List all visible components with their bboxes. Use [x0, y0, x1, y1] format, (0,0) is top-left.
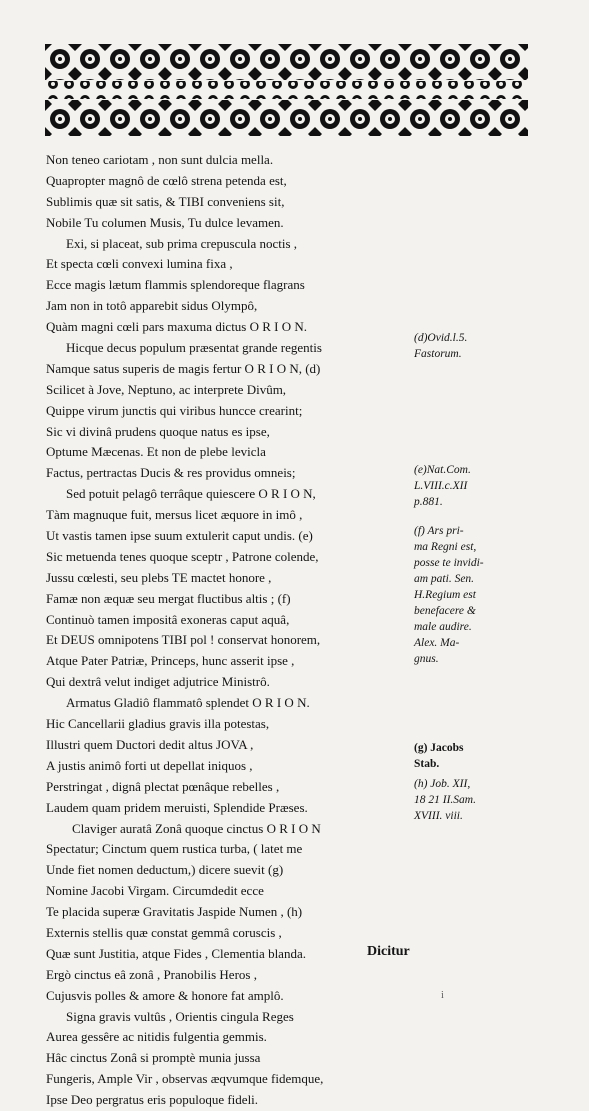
poem-line: Nobile Tu columen Musis, Tu dulce levamen.	[46, 214, 284, 230]
side-note-line: Fastorum.	[414, 348, 462, 360]
poem-line: Optume Mæcenas. Et non de plebe levicla	[46, 444, 266, 460]
side-note-line: (f) Ars pri-	[414, 525, 464, 537]
poem-line: Sublimis quæ sit satis, & TIBI conveniens sit,	[46, 193, 285, 209]
poem-line: Quæ sunt Justitia, atque Fides , Clementia blanda.	[46, 945, 306, 961]
poem-line: Spectatur; Cinctum quem rustica turba, ( latet me	[46, 841, 303, 857]
side-note-line: ma Regni est,	[414, 541, 477, 553]
poem-line: Atque Pater Patriæ, Princeps, hunc asserit ipse ,	[46, 653, 295, 669]
poem-line: Continuò tamen impositâ exoneras caput aquâ,	[46, 611, 290, 627]
poem-line: Ecce magis lætum flammis splendoreque flagrans	[46, 277, 305, 293]
poem-line: Unde fiet nomen deductum,) dicere suevit (g)	[46, 862, 284, 878]
poem-line: Ut vastis tamen ipse suum extulerit caput undis. (e)	[46, 528, 313, 544]
poem-line: Armatus Gladiô flammatô splendet O R I O N.	[66, 695, 310, 711]
side-note-line: p.881.	[414, 496, 443, 508]
poem-line: Ergò cinctus eâ zonâ , Pranobilis Heros ,	[46, 966, 257, 982]
poem-line: Aurea gessêre ac nitidis fulgentia gemmis.	[46, 1029, 267, 1045]
side-note-line: XVIII. viii.	[414, 810, 463, 822]
poem-line: Perstringat , dignâ plectat pœnâque rebelles ,	[46, 778, 280, 794]
poem-line: Jussu cœlesti, seu plebs TE mactet honore ,	[46, 569, 272, 585]
side-note-f	[414, 523, 484, 667]
side-note-line: (d)Ovid.l.5.	[414, 332, 468, 344]
poem-line: Te placida superæ Gravitatis Jaspide Numen , (h)	[46, 904, 303, 920]
side-note-line: (g) Jacobs	[414, 742, 464, 754]
poem-line: Illustri quem Ductori dedit altus JOVA ,	[46, 736, 254, 752]
poem-line: Laudem quam pridem meruisti, Splendide Præses.	[46, 799, 308, 815]
poem-line: Factus, pertractas Ducis & res providus omneis;	[46, 465, 296, 481]
folio-mark: i	[441, 990, 444, 1001]
side-note-line: 18 21 II.Sam.	[414, 794, 476, 806]
side-note-h	[414, 776, 476, 824]
poem-line: Non teneo cariotam , non sunt dulcia mella.	[46, 152, 274, 167]
poem-line: A justis animô forti ut depellat iniquos ,	[46, 757, 253, 773]
poem-line: Hâc cinctus Zonâ si promptè munia jussa	[46, 1050, 261, 1066]
side-note-g	[414, 740, 464, 772]
side-note-line: gnus.	[414, 653, 439, 665]
poem-line: Jam non in totô apparebit sidus Olympô,	[46, 298, 258, 314]
poem-line: Nomine Jacobi Virgam. Circumdedit ecce	[46, 883, 264, 899]
poem-line: Signa gravis vultûs , Orientis cingula Reges	[66, 1008, 294, 1024]
side-note-line: (h) Job. XII,	[414, 778, 471, 790]
side-note-line: Alex. Ma-	[414, 637, 460, 649]
side-note-line: male audire.	[414, 621, 472, 633]
poem-line: Claviger auratâ Zonâ quoque cinctus O R I O N	[72, 820, 321, 836]
poem-line: Exi, si placeat, sub prima crepuscula noctis ,	[66, 235, 298, 251]
side-note-line: posse te invidi-	[414, 557, 484, 569]
catchword: Dicitur	[367, 944, 410, 959]
poem-line: Scilicet à Jove, Neptuno, ac interprete Divûm,	[46, 381, 287, 397]
side-note-line: H.Regium est	[414, 589, 476, 601]
poem-line: Sic metuenda tenes quoque sceptr , Patrone colende,	[46, 548, 319, 564]
side-note-line: benefacere &	[414, 605, 476, 617]
poem-line: Sic vi divinâ prudens quoque natus es ipse,	[46, 423, 270, 439]
poem-line: Externis stellis quæ constat gemmâ coruscis ,	[46, 924, 282, 940]
poem-text	[46, 150, 406, 1111]
poem-line: Cujusvis polles & amore & honore fat amplô.	[46, 987, 284, 1003]
poem-line: Quapropter magnô de cœlô strena petenda est,	[46, 172, 287, 188]
poem-line: Ipse Deo pergratus eris populoque fideli.	[46, 1092, 259, 1108]
headpiece-ornament	[45, 44, 528, 136]
side-note-line: (e)Nat.Com.	[414, 464, 471, 476]
side-note-line: am pati. Sen.	[414, 573, 475, 585]
poem-line: Namque satus superis de magis fertur O R I O N, (d)	[46, 360, 321, 376]
side-note-line: Stab.	[414, 758, 440, 770]
side-note-line: L.VIII.c.XII	[414, 480, 468, 492]
poem-line: Fungeris, Ample Vir , observas æqvumque fidemque,	[46, 1071, 324, 1087]
poem-line: Tàm magnuque fuit, mersus licet æquore in imô ,	[46, 507, 303, 523]
poem-line: Sed potuit pelagô terrâque quiescere O R I O N,	[66, 486, 316, 502]
poem-line: Quàm magni cœli pars maxuma dictus O R I O N.	[46, 319, 308, 335]
poem-line: Et DEUS omnipotens TIBI pol ! conservat honorem,	[46, 632, 321, 648]
poem-line: Qui dextrâ velut indiget adjutrice Ministrô.	[46, 674, 270, 690]
poem-line: Famæ non æquæ seu mergat fluctibus altis ; (f)	[46, 590, 291, 606]
poem-line: Hicque decus populum præsentat grande regentis	[66, 340, 322, 356]
side-note-e	[414, 462, 471, 510]
side-note-d	[414, 330, 467, 362]
poem-line: Quippe virum junctis qui viribus huncce crearint;	[46, 402, 303, 418]
poem-line: Hic Cancellarii gladius gravis illa potestas,	[46, 716, 270, 732]
poem-line: Et specta cœli convexi lumina fixa ,	[46, 256, 233, 272]
